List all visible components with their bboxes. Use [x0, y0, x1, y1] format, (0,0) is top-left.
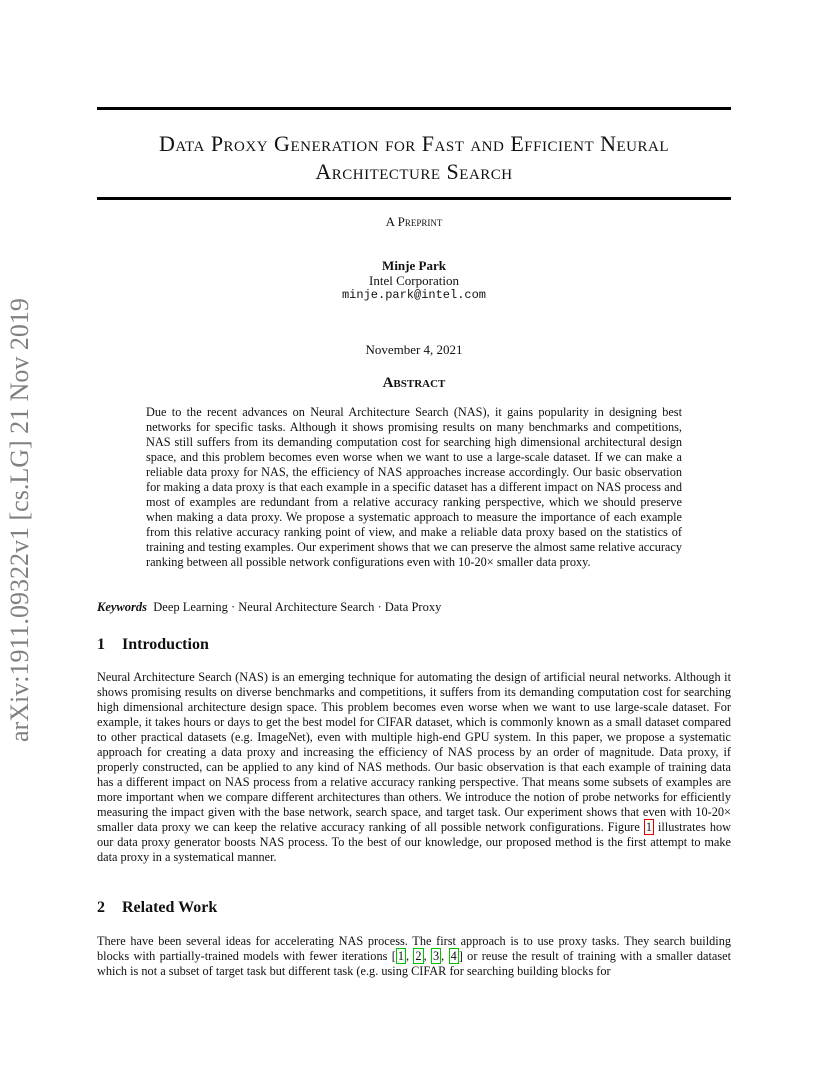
citation-link[interactable]: 2 [415, 949, 422, 963]
section-title: Introduction [122, 636, 209, 653]
paper-title [97, 130, 731, 186]
author-affiliation: Intel Corporation [369, 273, 459, 288]
title-top-rule [97, 107, 731, 110]
related-work-paragraph: There have been several ideas for accelerating NAS process. The first approach is to use proxy tasks. They search building blocks with partially-trained models with fewer iterations [ 1 , 2 , 3 , 4 ] or reuse the result of training with a smaller dataset which is not a subset of target task but different task (e.g. using CIFAR for searching building blocks for [97, 934, 731, 978]
citation-link[interactable]: 3 [433, 949, 440, 963]
section-number: 2 [97, 899, 105, 916]
citation-link[interactable]: 1 [397, 949, 404, 963]
intro-text-part-2: illustrates how our data proxy generator boosts NAS process. To the best of our knowledge, our proposed method is the first attempt to make data proxy in a systematical manner. [97, 820, 732, 864]
abstract-text: Due to the recent advances on Neural Architecture Search (NAS), it gains popularity in designing best networks for specific tasks. Although it shows promising results on many benchmarks and competitions, NAS still suffers from its demanding computation cost for searching high dimensional architectural design space, and this problem becomes even worse when we want to use a large-scale dataset. If we can make a reliable data proxy for NAS, the efficiency of NAS approaches increase accordingly. Our basic observation for making a data proxy is that each example in a specific dataset has a different impact on NAS process and most of examples are redundant from a relative accuracy ranking perspective, which we should preserve when making a data proxy. We propose a systematic approach to measure the importance of each example from this relative accuracy ranking point of view, and make a reliable data proxy based on the statistics of training and testing examples. Our experiment shows that we can preserve the almost same relative accuracy ranking between all possible network configurations even with 10-20× smaller data proxy. [146, 405, 682, 569]
citation-link[interactable]: 4 [450, 949, 457, 963]
related-text-part-1: There have been several ideas for accelerating NAS process. The first approach is to use proxy tasks. They search building blocks with partially-trained models with fewer iterations [ [97, 934, 731, 963]
keywords-label: Keywords [97, 600, 147, 614]
figure-ref-link[interactable]: 1 [645, 820, 652, 834]
abstract-body [146, 405, 682, 570]
introduction-body [97, 670, 731, 865]
author-name: Minje Park [382, 258, 446, 273]
related-work-body [97, 934, 731, 979]
keywords-list: Deep Learning · Neural Architecture Search · Data Proxy [153, 600, 442, 614]
preprint-label: A Preprint [385, 214, 443, 229]
author-email[interactable]: minje.park@intel.com [341, 288, 487, 302]
abstract-heading: Abstract [382, 375, 446, 391]
section-heading-introduction [97, 636, 209, 654]
intro-text-part-1: Neural Architecture Search (NAS) is an emerging technique for automating the design of artificial neural networks. Although it shows promising results on diverse benchmarks and competitions, it suffers from its demanding computation cost for searching high dimensional architecture design space. This problem becomes even worse when we want to use large-scale dataset. For example, it takes hours or days to get the best model for CIFAR dataset, which is commonly known as a small dataset compared to other practical datasets (e.g. ImageNet), even with multiple high-end GPU system. In this paper, we propose a systematic approach for creating a data proxy and increasing the efficiency of NAS process by an order of magnitude. Data proxy, if properly constructed, can be applied to any kind of NAS methods. Our basic observation is that each example of training data has a different impact on NAS process from a relative accuracy ranking perspective. That means some subsets of examples are more important when we compare different architectures than others. We introduce the notion of probe networks for efficiently measuring the impact given with the base network, search space, and target task. Our experiment shows that even with 10-20× smaller data proxy we can keep the relative accuracy ranking of all possible network configurations. Figure [97, 670, 731, 834]
related-text-part-2: ] or reuse the result of training with a smaller dataset which is not a subset of target task but different task (e.g. using CIFAR for searching building blocks for [97, 949, 731, 978]
author-block [97, 258, 731, 303]
section-number: 1 [97, 636, 105, 653]
title-bottom-rule [97, 197, 731, 200]
arxiv-stamp-text: arXiv:1911.09322v1 [cs.LG] 21 Nov 2019 [5, 298, 34, 742]
section-heading-related-work [97, 899, 217, 917]
paper-date: November 4, 2021 [365, 342, 463, 357]
section-title: Related Work [122, 899, 218, 916]
title-line-2: Architecture Search [315, 159, 513, 184]
title-line-1: Data Proxy Generation for Fast and Efficient Neural [158, 131, 670, 156]
keywords-line [97, 600, 731, 615]
introduction-paragraph [97, 670, 731, 865]
